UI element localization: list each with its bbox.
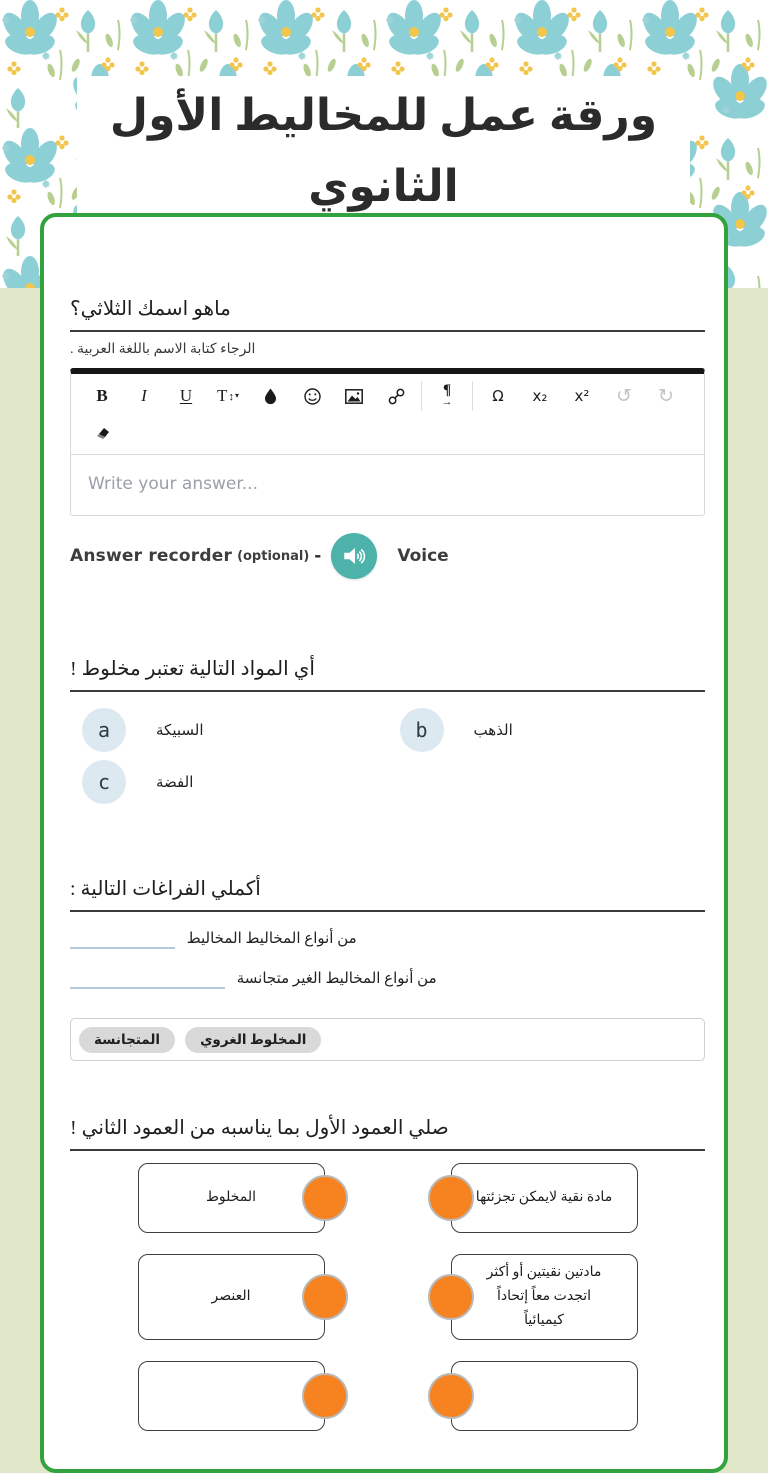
emoji-button[interactable]	[291, 378, 333, 414]
match-right-text: مادة نقية لايمكن تجزئتها	[475, 1190, 613, 1205]
toolbar-separator	[472, 381, 473, 411]
option-c[interactable]	[70, 760, 388, 804]
match-right-box	[451, 1163, 638, 1233]
q3-section	[70, 876, 705, 1061]
bold-icon: B	[96, 386, 108, 405]
option-b[interactable]	[388, 708, 706, 752]
option-a-label: السبيكة	[156, 722, 204, 739]
toolbar-separator	[421, 381, 422, 411]
paragraph-direction-icon: ¶ →	[441, 382, 453, 408]
match-row	[70, 1254, 705, 1340]
special-character-button[interactable]	[477, 378, 519, 414]
link-icon	[388, 388, 405, 405]
q2-divider	[70, 690, 705, 692]
text-size-button[interactable]	[207, 378, 249, 414]
italic-button[interactable]	[123, 378, 165, 414]
subscript-button[interactable]	[519, 378, 561, 414]
q4-section	[70, 1115, 705, 1431]
rich-text-editor	[70, 368, 705, 516]
redo-icon: ↻	[658, 385, 674, 407]
underline-icon: U	[179, 386, 193, 405]
q2-title: أي المواد التالية تعتبر مخلوط !	[70, 658, 315, 680]
blank-2-input[interactable]	[70, 973, 225, 989]
blank-row-2	[70, 966, 705, 992]
superscript-icon: x²	[574, 387, 590, 405]
recorder-dash: -	[314, 546, 322, 566]
image-icon	[345, 389, 363, 404]
text-size-icon: T ↕ ▾	[217, 386, 239, 405]
undo-icon: ↺	[616, 385, 632, 407]
match-connector-dot[interactable]	[302, 1274, 348, 1320]
blank-1-input[interactable]	[70, 933, 175, 949]
q2-options	[70, 708, 705, 804]
voice-record-button[interactable]	[331, 533, 377, 579]
italic-icon: I	[141, 386, 147, 405]
match-connector-dot[interactable]	[428, 1274, 474, 1320]
option-b-label: الذهب	[473, 722, 513, 739]
text-color-button[interactable]	[249, 378, 291, 414]
recorder-optional-label: (optional)	[237, 548, 310, 564]
match-right-box	[451, 1361, 638, 1431]
voice-label: Voice	[397, 546, 449, 566]
match-left-box	[138, 1163, 325, 1233]
q3-title: أكملي الفراغات التالية :	[70, 878, 261, 900]
word-bank-chip[interactable]: المتجانسة	[79, 1027, 175, 1053]
title-band	[77, 76, 690, 226]
match-right-box	[451, 1254, 638, 1340]
worksheet-card	[40, 213, 728, 1473]
q2-section	[70, 656, 705, 804]
insert-image-button[interactable]	[333, 378, 375, 414]
match-right-text: مادتين نقيتين أو أكثر اتجدت معاً إتحاداً كيميائياً	[486, 1265, 602, 1328]
match-left-box	[138, 1254, 325, 1340]
blank-row-1	[70, 926, 705, 952]
match-left-text: العنصر	[211, 1289, 251, 1304]
q4-divider	[70, 1149, 705, 1151]
answer-recorder-row	[70, 532, 705, 580]
smiley-icon	[304, 388, 321, 405]
match-row	[70, 1361, 705, 1431]
clear-formatting-button[interactable]	[81, 414, 123, 450]
superscript-button[interactable]	[561, 378, 603, 414]
option-a[interactable]	[70, 708, 388, 752]
q1-title: ماهو اسمك الثلاثي؟	[70, 298, 231, 320]
recorder-label: Answer recorder	[70, 546, 233, 566]
option-c-circle[interactable]: c	[82, 760, 126, 804]
q1-hint: الرجاء كتابة الاسم باللغة العربية .	[70, 342, 256, 357]
omega-icon: Ω	[492, 387, 504, 405]
paragraph-direction-button[interactable]	[426, 378, 468, 414]
eraser-icon	[94, 425, 111, 440]
redo-button[interactable]	[645, 378, 687, 414]
editor-toolbar	[71, 374, 704, 454]
insert-link-button[interactable]	[375, 378, 417, 414]
word-bank-chip[interactable]: المخلوط الغروي	[185, 1027, 321, 1053]
underline-button[interactable]	[165, 378, 207, 414]
answer-input[interactable]: Write your answer...	[71, 454, 704, 515]
page-title: ورقة عمل للمخاليط الأول الثانوي	[109, 91, 658, 211]
q4-title: صلي العمود الأول بما يناسبه من العمود الثاني !	[70, 1117, 449, 1139]
match-area	[70, 1163, 705, 1431]
subscript-icon: x₂	[532, 387, 548, 405]
bold-button[interactable]	[81, 378, 123, 414]
droplet-icon	[263, 388, 278, 405]
option-c-label: الفضة	[156, 774, 194, 791]
match-row	[70, 1163, 705, 1233]
q3-divider	[70, 910, 705, 912]
undo-button[interactable]	[603, 378, 645, 414]
match-left-box	[138, 1361, 325, 1431]
q1-divider	[70, 330, 705, 332]
blank-2-text: من أنواع المخاليط الغير متجانسة	[236, 971, 437, 987]
option-a-circle[interactable]: a	[82, 708, 126, 752]
option-b-circle[interactable]: b	[400, 708, 444, 752]
match-left-text: المخلوط	[205, 1190, 257, 1205]
speaker-icon	[341, 543, 367, 569]
blank-1-text: من أنواع المخاليط المخاليط	[186, 931, 357, 947]
word-bank	[70, 1018, 705, 1061]
match-connector-dot[interactable]	[428, 1175, 474, 1221]
match-connector-dot[interactable]	[302, 1175, 348, 1221]
